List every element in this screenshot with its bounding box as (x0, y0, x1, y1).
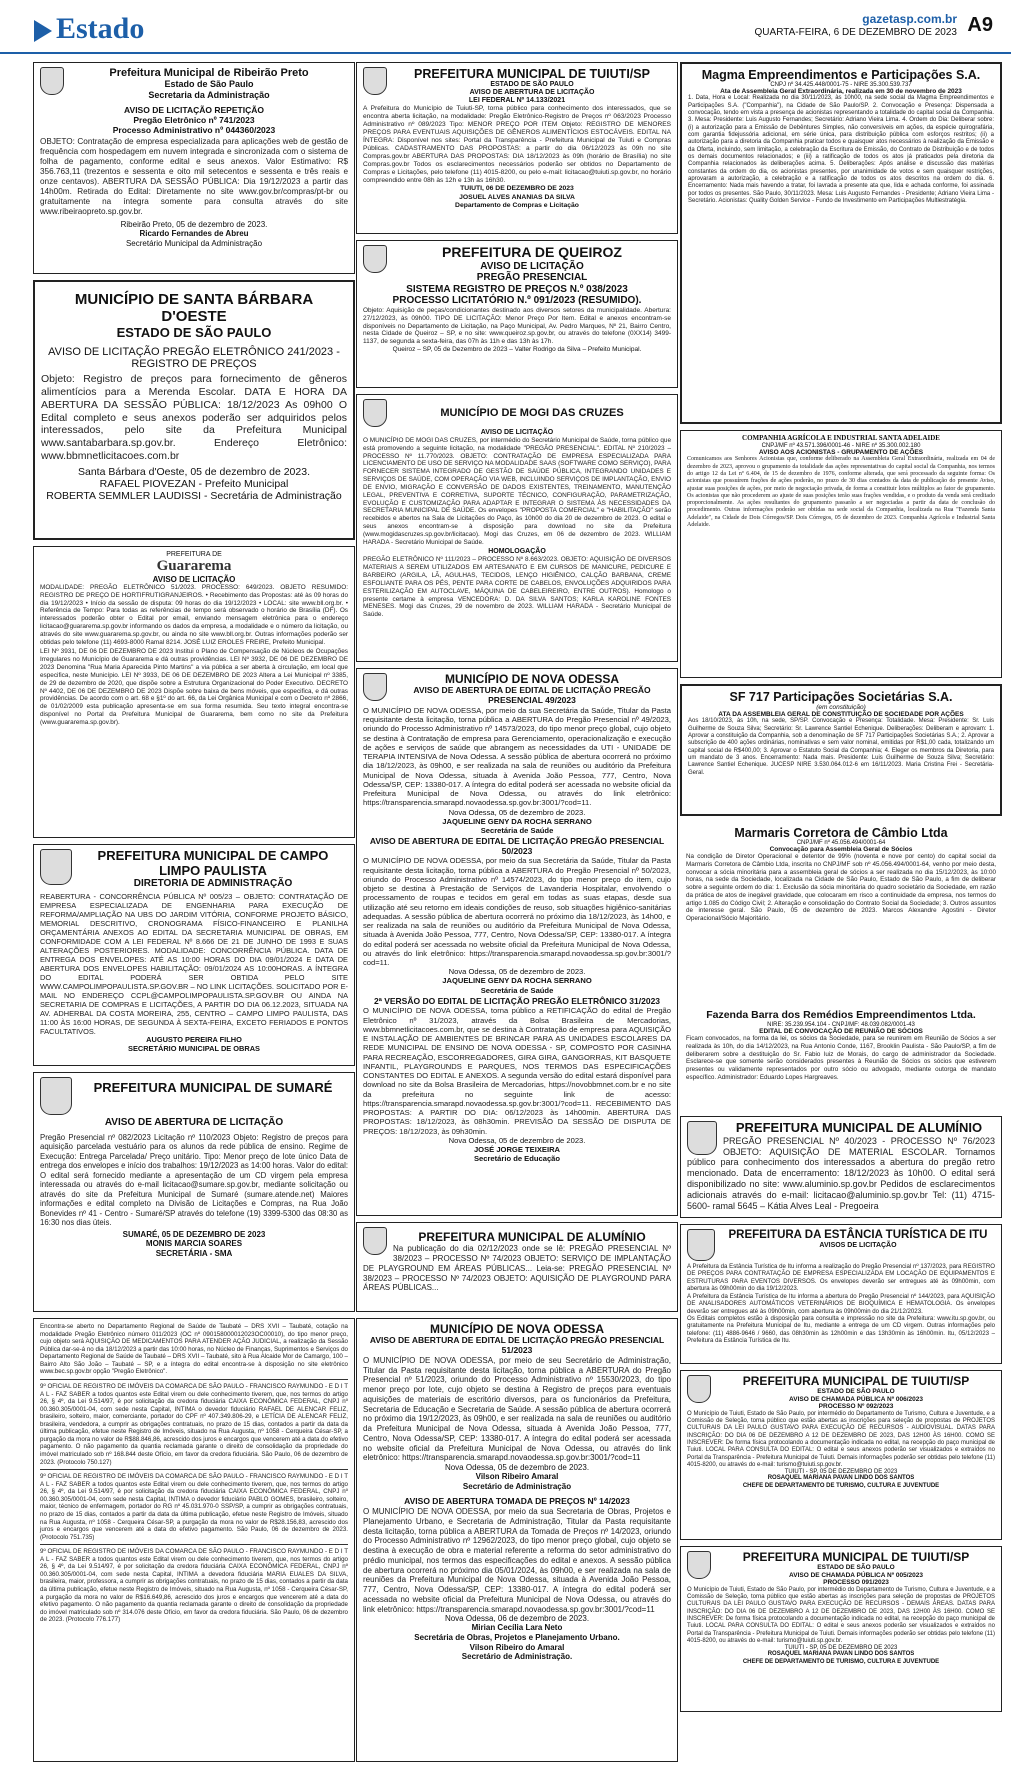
notice-cnpj: CNPJ nº 34.425.448/0001-75 - NIRE 35.300.539.737 (770, 82, 912, 88)
notice-title: Magma Empreendimentos e Participações S.A. (701, 68, 981, 82)
notice-queiroz (356, 240, 678, 388)
page-header (0, 0, 1011, 54)
notice-body: LEI Nº 3931, DE 06 DE DEZEMBRO DE 2023 Institui o Plano de Compensação de Núcleos de Ocupações Irregulares no Município de Guararema e dá outras providências. LEI Nº 3932, DE 06 DE DEZEMBRO DE 2023 Denomina "Rua Maria Aparecida Pinto Martins" a via pública a ser aberta à circulação, em local que especifica, neste Município. LEI Nº 3933, DE 06 DE DEZEMBRO DE 2023 Altera a Lei Municipal nº 3385, de 29 de dezembro de 2020, que dispõe sobre a Estrutura Organizacional do Poder Executivo. DECRETO Nº 4402, DE 06 DE DEZEMBRO DE 2023 Dispõe sobre baixa de bens móveis, que especifica, e dá outras providências. De acordo com o art. 68 e §1º do art. 66, da Lei Orgânica Municipal e com o Decreto nº 2866, de 01/02/2009 esta publicação apresenta-se em sua forma resumida. Seu texto integral encontra-se disponível no Portal da Prefeitura Municipal de Guararema, bem como no site da Prefeitura (www.guararema.sp.gov.br). (40, 648, 348, 726)
notice-role: Secretária de Obras, Projetos e Planejamento Urbano. (414, 1633, 620, 1643)
notice-title: PREFEITURA MUNICIPAL DE TUIUTI/SP (742, 1374, 970, 1388)
notice-subtitle: PROCESSO LICITATÓRIO N.º 091/2023 (RESUMIDO). (392, 295, 642, 307)
notice-signer: ROSAQUEL MARIANA PAVAN LINDO DOS SANTOS (767, 1475, 915, 1482)
header-info (755, 13, 957, 39)
aluminio-crest-icon (363, 1227, 387, 1255)
itu-crest-icon (687, 1229, 715, 1261)
notice-title: MUNICÍPIO DE MOGI DAS CRUZES (440, 407, 624, 419)
mogi-crest-icon (363, 399, 387, 427)
notice-role: Secretário de Administração. (461, 1652, 573, 1662)
notice-heading: AVISO DE LICITAÇÃO (152, 574, 236, 584)
notice-role: SECRETÁRIO MUNICIPAL DE OBRAS (128, 1043, 260, 1053)
notice-date: Ribeirão Preto, 05 de dezembro de 2023. (120, 220, 268, 230)
notice-signer: Queiroz – SP, 05 de Dezembro de 2023 – Valter Rodrigo da Silva – Prefeito Municipal. (392, 346, 642, 354)
notice-magma (680, 62, 1002, 424)
notice-body: O Município de Tuiuti, Estado de São Paulo, por intermédio do Departamento de Turismo, Cultura e Juventude, e a Comissão de Seleção, torna público que estão abertas as inscrições para seleção de propostas de PROJETOS CULTURAIS DA LEI PAULO GUSTAVO PARA EXECUÇÃO DE RECURSOS - DEMAIS ÁREAS. DATAS PARA INSCRIÇÃO: DO DIA 06 DE DEZEMBRO A 12 DE DEZEMBRO DE 2023, DAS 12H00 ÀS 16H00. COMO SE INSCREVER: De forma física protocolando a documentação indicada no edital, na recepção do paço municipal de Tuiuti. LOCAL PARA CONSULTA DO EDITAL: O edital e seus anexos poderão ser visualizados e extraídos no Portal da Transparência - Prefeitura Municipal de Tuiuti. Demais informações poderão ser obtidas pelo telefone (11) 4015-8200, ou através do e-mail: turismo@tuiuti.sp.gov.br. (687, 1586, 995, 1645)
notice-title: Marmaris Corretora de Câmbio Ltda (734, 826, 948, 840)
notice-signer: ROBERTA SEMMLER LAUDISSI - Secretária de Administração (46, 489, 342, 502)
notice-subtitle: ESTADO DE SÃO PAULO (817, 1388, 895, 1396)
notice-heading: EDITAL DE CONVOCAÇÃO DE REUNIÃO DE SÓCIOS (759, 1027, 923, 1035)
guararema-logo: Guararema (156, 558, 232, 574)
notice-subtitle: PREGÃO PRESENCIAL (476, 272, 588, 284)
notice-body: Na condição de Diretor Operacional e detentor de 99% (noventa e nove por cento) do capital social da Marmaris Corretora de Câmbio Ltda, inscrita no CNPJ/MF sob nº 45.056.494/0001-64, venho por meio desta, convocar a sócia minoritária para a assembleia geral de sócios a ser realizada no dia 15/12/2023, às 10:00 horas, na sede da Sociedade, localizada na Cidade de São Paulo, Estado de São Paulo, a fim de deliberar sobre a seguinte ordem do dia: 1. Exclusão da sócia minoritária do quadro societário da Sociedade, em razão da prática de atos de inegável gravidade, que colocaram em risco a continuidade da empresa, nos termos do artigo 1.085 do Código Civil; 2. Alteração e consolidação do Contrato Social da Sociedade; 3. Outros assuntos de interesse geral. São Paulo, 05 de dezembro de 2023. Marcos Alexandre Agostini - Diretor Operacional/Sócio Majoritário. (686, 853, 996, 922)
notice-subtitle: ESTADO DE SÃO PAULO (116, 324, 272, 340)
page-number: A9 (967, 14, 993, 36)
notice-subtitle: AVISO DE CHAMADA PÚBLICA Nº 006/2023 (789, 1395, 923, 1403)
notice-title: Prefeitura Municipal de Ribeirão Preto (109, 67, 309, 79)
notice-heading: AVISO DE ABERTURA DE EDITAL DE LICITAÇÃO PREGÃO PRESENCIAL 49/2023 (413, 685, 651, 706)
ribeirao-crest-icon (40, 67, 64, 95)
notice-title: SF 717 Participações Societárias S.A. (729, 690, 953, 704)
notice-date: Nova Odessa, 05 de dezembro de 2023. (444, 1463, 590, 1473)
divider (40, 1469, 348, 1470)
notice-body: O MUNICÍPIO DE NOVA ODESSA, torna público a RETIFICAÇÃO do edital de Pregão Eletrônico nº 31/2023, através da Bolsa Brasileira de Mercadorias, www.bbmnetlicitacoes.com.br, que se destina à Contratação de empresa para AQUISIÇÃO E INSTALAÇÃO DE AMBIENTES DE BRINCAR PARA AS UNIDADES ESCOLARES DA REDE MUNICIPAL DE ENSINO DE NOVA ODESSA - SP, COMPOSTO POR CASINHA PARA RECREAÇÃO, ESCORREGADORES, GIRA GIRA, GANGORRAS, KIT BASQUETE INFANTIL, PLAYGROUNDS E PARQUES, NOS TERMOS DAS ESPECIFICAÇÕES CONSTANTES DO EDITAL E ANEXOS. A segunda versão do edital estará disponível para download no site da Bolsa Brasileira de Mercadorias, https://novobbmnet.com.br e no site da prefeitura no seguinte link de acesso: https://transparencia.smarapd.novaodessa.sp.gov.br:3001/?cod=11. RECEBIMENTO DAS PROPOSTAS: A PARTIR DO DIA: 06/12/2023 às 14h00min. ABERTURA DAS PROPOSTAS: 18/12/2023, às 08h30min. PREVISÃO DA SESSÃO DE DISPUTA DE PREÇOS: 18/12/2023, às 09h30min. (363, 1006, 671, 1136)
guararema-logo-prefix: PREFEITURA DE (166, 551, 222, 558)
notice-role: Departamento de Compras e Licitação (455, 201, 579, 209)
notice-role: Secretária de Saúde (480, 985, 554, 995)
notice-signer: Ricardo Fernandes de Abreu (139, 229, 249, 239)
notice-tuiuti-3 (680, 1546, 1002, 1712)
notice-role: Secretário de Educação (473, 1154, 561, 1164)
notice-heading: AVISO DE ABERTURA DE EDITAL DE LICITAÇÃO PREGÃO PRESENCIAL 50/2023 (369, 835, 665, 856)
notice-role: SECRETÁRIA - SMA (155, 1248, 233, 1258)
notice-body: Ficam convocados, na forma da lei, os sócios da Sociedade, para se reunirem em Reunião de Sócios a ser realizada às 10h, do dia 14/12/2023, na Rua Antonio Conde, 1167, Brooklin Paulista - São Paulo/SP, a fim de deliberarem sobre a destituição do Sr. Fabio luiz de Morais, do cargo de administrador da Sociedade. Esclarece-se que somente serão considerados presentes à Reunião de Sócios os sócios que estiverem presentes ou validamente representados por outro sócio ou advogado, mediante outorga de mandato específico. Administrador: Eduardo Lopes Hargreaves. (686, 1035, 996, 1081)
notice-cnpj: CNPJ/MF nº 43.571.396/0001-46 - NIRE nº 35.300.002.180 (761, 442, 921, 449)
notice-signer: JOSUEL ALVES ANANIAS DA SILVA (459, 193, 575, 201)
notice-title: PREFEITURA MUNICIPAL DE CAMPO LIMPO PAULISTA (97, 848, 329, 878)
notice-heading: HOMOLOGAÇÃO (488, 548, 546, 556)
divider (40, 1544, 348, 1545)
notice-body: A Prefeitura da Estância Turística de Itu informa a abertura do Pregão Presencial nº 144/2023, para AQUISIÇÃO DE ANALISADORES AUTOMÁTICOS VETERINÁRIOS DE BIOQUÍMICA E HEMATOLOGIA. Os envelopes deverão ser entregues até às 09h00min, com abertura às 09h00min do dia 21/12/2023. (687, 1292, 995, 1315)
notice-itu (680, 1224, 1002, 1364)
notice-title: MUNICÍPIO DE SANTA BÁRBARA D'OESTE (74, 291, 314, 325)
notice-body: Objeto: Registro de preços para fornecimento de gêneros alimentícios para a Merenda Escolar. DATA E HORA DA ABERTURA DA SESSÃO PÚBLICA: 18/12/2023 As 09h00 O Edital completo e seus anexos poderão ser adquiridos pelos interessados, pelo site da Prefeitura Municipal www.santabarbara.sp.gov.br. Endereço Eletrônico: www.bbmnetlicitacoes.com.br (41, 373, 347, 462)
tuiuti-crest-icon (687, 1375, 711, 1403)
notice-body: Objeto: Aquisição de peças/condicionantes destinado aos diversos setores da municipalidade. Abertura: 27/12/2023, às 09h00. TIPO DE LICITAÇÃO: Menor Preço Por Item. Edital e anexos encontram-se disponíveis no Departamento de Licitação, na Paço Municipal, Av. Pedro Marques, Nº 21, Bairro Centro, nesta Cidade de Queiroz – SP, e no site: www.queiroz.sp.gov.br, ou através do telefone (0XX14) 3499-1137, de segunda a sexta-feira, das 07h às 11h e das 13h às 17h. (363, 306, 671, 346)
notice-date: TUIUTI, 06 DE DEZEMBRO DE 2023 (460, 185, 574, 193)
notice-subtitle: ESTADO DE SÃO PAULO (490, 81, 574, 88)
notice-subtitle: Estado de São Paulo (164, 79, 254, 90)
notice-subtitle: AVISO DE CHAMADA PÚBLICA Nº 005/2023 (789, 1571, 923, 1579)
notice-subtitle: Secretaria da Administração (148, 89, 270, 100)
notice-tuiuti-1 (356, 62, 678, 234)
notice-date: Nova Odessa, 05 de dezembro de 2023. (448, 807, 586, 817)
notice-subtitle: SISTEMA REGISTRO DE PREÇOS N.º 038/2023 (406, 283, 628, 295)
notice-body: 9º OFICIAL DE REGISTRO DE IMÓVEIS DA COMARCA DE SÃO PAULO - FRANCISCO RAYMUNDO - E D I T A L - FAZ SABER a todos quantos este Edital virem ou dele conhecimento tiverem, que, nos termos do artigo 26, § 4º, da Lei 9.514/97, é por solicitação da credora fiduciária CAIXA ECONÔMICA FEDERAL, CNPJ nº 00.360.305/0001-04, com sede nesta Capital, INTIMA o devedor fiduciário PABLO GOMES, brasileiro, solteiro, maior, técnico de enfermagem, portador do RG nº 45.031.970-0 SSP/SP, a cumprir as obrigações contratuais, no prazo de 15 dias, contados a partir da data da última publicação, efetue neste Registro de Imóveis, situado na Rua Augusta, nº 1058 - Cerqueira César-SP, a purgação da mora no valor de R$28.156,83, acrescido dos juros e encargos que vencerem até a data do efetivo pagamento. São Paulo, 06 de dezembro de 2023. (Protocolo 751.735) (40, 1473, 348, 1541)
notice-body: Comunicamos aos Senhores Acionistas que, conforme deliberado na Assembleia Geral Extraordinária, realizada em 04 de dezembro de 2023, aprovou o grupamento da totalidade das ações representativas do capital social da Companhia, nos termos do artigo 12 da Lei nº 6.404, de 15 de dezembro de 1976, conforme alterada, que será processado da seguinte forma: Os acionistas que possuírem frações de ações poderão, no prazo de 30 dias contados da data de publicação do presente Aviso, ajustar suas posições de ações, por meio de negociação privada, de forma a constituir lotes múltiplos ao fator de grupamento. Os acionistas que não procederem ao ajuste de suas posições terão suas frações vendidas, e o produto da venda será creditado proporcionalmente. As ações resultantes do grupamento passarão a ser negociadas a partir da data de conclusão do procedimento. Outras informações poderão ser obtidas na sede social da Companhia, localizada na Rua "Fazenda Santa Adelaide", na Cidade de Dois Córregos/SP. Dois Córregos, 05 de dezembro de 2023. Companhia Agrícola e Industrial Santa Adelaide. (687, 456, 995, 529)
notice-role: Secretária de Saúde (480, 825, 554, 835)
notice-subtitle: PROCESSO 091/2023 (823, 1579, 889, 1587)
notice-body: O MUNICÍPIO DE NOVA ODESSA, por meio de seu Secretário de Administração, Titular da Pasta requisitante desta licitação, torna pública a ABERTURA do Pregão Presencial nº 51/2023, oriundo do Processo Administrativo nº 15530/2023, do tipo menor preço por lote, cujo objeto se destina à Registro de preços para eventuais aquisições de materiais de escritório diversos, para os funcionários da Prefeitura, Secretaria de Educação e Secretaria de Saúde. A sessão pública de abertura ocorrerá no próximo dia 19/12/2023, às 09h00, e ser realizada na sala de reuniões ou auditório da Prefeitura Municipal de Nova Odessa, situada à Avenida João Pessoa, 777, Centro, Nova Odessa/SP, CEP: 13380-017. A íntegra do edital poderá ser acessada no website oficial da Prefeitura Municipal de Nova Odessa, ou através do link eletrônico: https://transparencia.smarapd.novaodessa.sp.gov.br:3001/?cod=11 (363, 1355, 671, 1463)
notice-body: O MUNICÍPIO DE NOVA ODESSA, por meio da sua Secretária da Saúde, Titular da Pasta requisitante desta licitação, torna pública a ABERTURA do Pregão Presencial nº 50/2023, oriundo do Processo Administrativo nº 14574/2023, do tipo menor preço do item, cujo objeto se destina à Prestação de Serviços de Lavanderia Hospitalar, envolvendo o processamento de roupas e tecidos em geral em todas as suas etapas, desde sua utilização até seu retorno em ideais condições de reuso, sob situações higiênico-sanitárias adequadas. A sessão pública de abertura ocorrerá no próximo dia 18/12/2023, às 14h00, e ser realizada na sala de reuniões ou auditório da Prefeitura Municipal de Nova Odessa, situada à Avenida João Pessoa, 777, Centro, Nova Odessa/SP, CEP: 13380-017. A íntegra do edital poderá ser acessada no website oficial da Prefeitura Municipal de Nova Odessa, ou através do link eletrônico: https://transparencia.smarapd.novaodessa.sp.gov.br:3001/?cod=11. (363, 856, 671, 968)
notice-heading: AVISO DE LICITAÇÃO REPETIÇÃO (124, 105, 264, 115)
notice-date: TUIUTI - SP, 05 DE DEZEMBRO DE 2023 (784, 1469, 898, 1476)
notice-signer: Vilson Ribeiro do Amaral (469, 1642, 565, 1652)
notice-role: CHEFE DE DEPARTAMENTO DE TURISMO, CULTURA E JUVENTUDE (742, 1658, 940, 1665)
estado-logo (34, 12, 144, 46)
logo-arrow-icon (34, 20, 52, 42)
notice-mogi (356, 394, 678, 662)
notice-signer: RAFAEL PIOVEZAN - Prefeito Municipal (99, 477, 289, 490)
notice-heading: Convocação para Assembleia Geral de Sócios (769, 846, 913, 853)
notice-body: Aos 18/10/2023, às 10h, na sede, SP/SP. Convocação e Presença: Totalidade. Mesa: Presidente: Sr. Luis Guilherme de Souza Silva; Secretário: Sr. Lawrence Santiel Echenique. Deliberações: Deliberam e aprovam: 1. Aprovar a constituição da Companhia, sob a denominação de SF 717 Participações Societárias S.A.; 2. Aprovar a subscrição de 400 ações ordinárias, nominativas e sem valor nominal, emitidas por R$1,00 cada, totalizando um capital social de R$400,00; 3. Aprovar o Estatuto Social da Companhia; 4. Eleger os membros da Diretoria, para um mandato de 3 anos. Encerramento: Nada mais. Presidente: Luis Guilherme de Souza Silva; Secretário: Lawrence Santiel Echenique. JUCESP NIRE 3.530.064.012-6 em 16/11/2023. Maria Cristina Frei - Secretária-Geral. (688, 718, 994, 776)
column-1 (33, 62, 355, 1778)
notice-title: PREFEITURA MUNICIPAL DE TUIUTI/SP (742, 1550, 970, 1564)
notice-title: COMPANHIA AGRÍCOLA E INDUSTRIAL SANTA ADELAIDE (742, 434, 940, 442)
sumare-crest-icon (40, 1077, 72, 1115)
notice-title: Fazenda Barra dos Remédios Empreendimentos Ltda. (706, 1009, 976, 1021)
notice-cnpj: CNPJ/MF nº 45.056.494/0001-64 (796, 840, 886, 846)
notice-subtitle: ESTADO DE SÃO PAULO (817, 1564, 895, 1572)
notice-heading: AVISO DE ABERTURA DE EDITAL DE LICITAÇÃO PREGÃO PRESENCIAL 51/2023 (369, 1335, 665, 1356)
column-2 (356, 62, 678, 1778)
notice-body: Pregão Presencial nº 082/2023 Licitação nº 110/2023 Objeto: Registro de preços para aquisição parcelada vestuário para os alunos da rede pública de ensino. Regime de Execução: Entrega Parcelada/ Preço unitário. Tipo: Menor preço de lote único Data de entrega dos envelopes e início dos trabalhos: 19/12/2023 as 14:00 horas. Valor do edital: O edital será fornecido mediante a apresentação de um CD virgem pela empresa interessada ou através do e-mail licitacao@sumare.sp.gov.br, mediante solicitação ou através do site da Prefeitura Municipal de Sumaré (sumare.atende.net) Maiores informações e edital completo na Divisão de Licitações e Compras, na Rua João Bonevides nº 41 - Centro - Sumaré/SP através do telefone (19) 3399-5300 das 08:30 as 16:30 nos dias úteis. (40, 1132, 348, 1227)
notice-heading: AVISOS DE LICITAÇÃO (819, 1241, 897, 1249)
notice-taubate-registros (33, 1318, 355, 1762)
notice-heading: Ata de Assembleia Geral Extraordinária, realizada em 30 de novembro de 2023 (720, 88, 962, 95)
divider (40, 1379, 348, 1380)
notice-body: O MUNICÍPIO DE MOGI DAS CRUZES, por intermédio do Secretário Municipal de Saúde, torna público que está promovendo a seguinte licitação, na modalidade "PREGÃO PRESENCIAL". EDITAL Nº 210/2023 – PROCESSO Nº 11.770/2023. OBJETO: CONTRATAÇÃO DE EMPRESA ESPECIALIZADA PARA LICENCIAMENTO DE USO DE SERVIÇO NA MODALIDADE SAAS (SOFTWARE COMO SERVIÇO), PARA FORNECER SISTEMA INTEGRADO DE GESTÃO DE SAÚDE PÚBLICA, INTEGRANDO UNIDADES E SERVIÇOS DE SAÚDE, COM OPERAÇÃO VIA WEB, INCLUINDO SERVIÇOS DE IMPLANTAÇÃO, ENVIO DE ENVIO, MIGRAÇÃO E CONVERSÃO DE DADOS EXISTENTES, TREINAMENTO, MANUTENÇÃO LEGAL, PREVENTIVA E CORRETIVA, SUPORTE TÉCNICO, CONFIGURAÇÃO, PARAMETRIZAÇÃO, EVOLUÇÃO E CUSTOMIZAÇÃO PARA ADAPTAR E INTEGRAR O SISTEMA ÀS NECESSIDADES DA SECRETARIA MUNICIPAL DE SAÚDE. Os envelopes "PROPOSTA COMERCIAL" e "HABILITAÇÃO" serão recebidos e abertos na Sala de Licitações do Paço, às 10h00 do dia 20 de dezembro de 2023. O edital e seus anexos encontram-se à disposição para download no site da Prefeitura (www.mogidascruzes.sp.gov.br/licitacao). Mogi das Cruzes, em 06 de dezembro de 2023. WILLIAM HARADA - Secretário Municipal de Saúde. (363, 437, 671, 546)
notice-body: O Município de Tuiuti, Estado de São Paulo, por intermédio do Departamento de Turismo, Cultura e Juventude, e a Comissão de Seleção, torna público que estão abertas as inscrições para seleção de propostas de PROJETOS CULTURAIS DA LEI PAULO GUSTAVO PARA EXECUÇÃO DE RECURSOS - AUDIOVISUAL. DATAS PARA INSCRIÇÃO: DO DIA 06 DE DEZEMBRO A 12 DE DEZEMBRO DE 2023, DAS 12H00 ÀS 16H00. COMO SE INSCREVER: De forma física protocolando a documentação indicada no edital, na recepção do paço municipal de Tuiuti. LOCAL PARA CONSULTA DO EDITAL: O edital e seus anexos poderão ser visualizados e extraídos no Portal da Transparência - Prefeitura Municipal de Tuiuti. Demais informações poderão ser obtidas pelo telefone (11) 4015-8200, ou através do e-mail: turismo@tuiuti.sp.gov.br. (687, 1410, 995, 1469)
notice-body: Na publicação do dia 02/12/2023 onde se lê: PREGÃO PRESENCIAL Nº 38/2023 – PROCESSO Nº 74/2023 OBJETO: SERVIÇO DE IMPLANTAÇÃO DE PLAYGROUND EM ÁREAS PÚBLICAS... Leia-se: PREGÃO PRESENCIAL Nº 38/2023 – PROCESSO Nº 74/2023 OBJETO: AQUISIÇÃO DE PLAYGROUND PARA ÁREAS PÚBLICAS... (363, 1244, 671, 1293)
notice-title: PREFEITURA MUNICIPAL DE ALUMÍNIO (418, 1230, 646, 1244)
notice-title: PREFEITURA MUNICIPAL DE ALUMÍNIO (735, 1120, 983, 1135)
notice-title: PREFEITURA DE QUEIROZ (442, 244, 622, 260)
notice-body: O MUNICÍPIO DE NOVA ODESSA, por meio da sua Secretaria de Obras, Projetos e Planejamento Urbano, e Secretaria de Administração, Titular da Pasta requisitante desta licitação, torna pública a ABERTURA da Tomada de Preços nº 14/2023, oriundo do Processo Administrativo nº 12962/2023, do tipo menor preço global, cujo objeto se destina à execução de obra e material referente a reforma do setor administrativo do prédio municipal, nos termos das especificações do edital e anexos. A sessão pública de abertura ocorrerá no próximo dia 05/01/2024, às 09h00, e ser realizada na sala de reuniões da Prefeitura Municipal de Nova Odessa, situada à Avenida João Pessoa, 777, Centro, Nova Odessa/SP, CEP: 13380-017. A íntegra do edital poderá ser acessada no website oficial da Prefeitura Municipal de Nova Odessa, ou através do link eletrônico: https://transparencia.smarapd.novaodessa.sp.gov.br:3001/?cod=11 (363, 1507, 671, 1614)
notice-date: TUIUTI - SP, 05 DE DEZEMBRO DE 2023 (784, 1645, 898, 1652)
notice-tuiuti-2 (680, 1370, 1002, 1540)
notice-body: 9º OFICIAL DE REGISTRO DE IMÓVEIS DA COMARCA DE SÃO PAULO - FRANCISCO RAYMUNDO - E D I T A L - FAZ SABER a todos quantos este Edital virem ou dele conhecimento tiverem, que, nos termos do artigo 26, § 4º, da Lei 9.514/97, é por solicitação da credora fiduciária CAIXA ECONÔMICA FEDERAL, CNPJ nº 00.360.305/0001-04, com sede nesta Capital, INTIMA o devedor fiduciário RAFAEL DE ALENCAR FELIZ, brasileiro, solteiro, maior, comerciante, portador do CPF nº 407.349.806-29, e LETÍCIA DE ALENCAR FELIZ, brasileira, vendedora, a cumprir as obrigações contratuais, no prazo de 15 dias, contados a partir da data da última publicação, efetue neste Registro de Imóveis, situado na Rua Augusta, nº 1058 - Cerqueira César-SP, a purgação da mora no valor de R$88.846,86, acrescido dos juros e encargos que vencerem até a data do efetivo pagamento. O não pagamento da quantia reclamada garante o direito de consolidação da propriedade do imóvel matriculado sob nº 168.844 deste Ofício, em favor da credora fiduciária. São Paulo, 06 de dezembro de 2023. (Protocolo 750.127) (40, 1382, 348, 1466)
notice-sumare (33, 1072, 355, 1312)
notice-title: MUNICÍPIO DE NOVA ODESSA (444, 672, 620, 686)
notice-body: O MUNICÍPIO DE NOVA ODESSA, por meio da sua Secretária da Saúde, Titular da Pasta requisitante desta licitação, torna pública a ABERTURA do Pregão Presencial nº 49/2023, oriundo do Processo Administrativo nº 14573/2023, do tipo menor preço global, cujo objeto se destina à Contratação de empresa para Gerenciamento, operacionalização e execução de ações e serviços de saúde que abrangem as necessidades da UTI - UNIDADE DE TERAPIA INTENSIVA de Nova Odessa. A sessão pública de abertura ocorrerá no próximo dia 18/12/2023, às 09h00, e ser realizada na sala de reuniões ou auditório da Prefeitura Municipal de Nova Odessa, situada à Avenida João Pessoa, 777, Centro, Nova Odessa/SP, CEP: 13380-017. A íntegra do edital poderá ser acessada no website oficial da Prefeitura Municipal de Nova Odessa, ou através do link eletrônico: https://transparencia.smarapd.novaodessa.sp.gov.br:3001/?cod=11. (363, 705, 671, 808)
notice-date: Nova Odessa, 06 de dezembro de 2023. (444, 1614, 590, 1624)
notice-ribeirao (33, 62, 355, 274)
notice-aluminio-1 (356, 1222, 678, 1312)
notice-heading: Processo Administrativo nº 044360/2023 (112, 124, 276, 135)
notice-heading: AVISO DE LICITAÇÃO PREGÃO ELETRÔNICO 241/2023 - REGISTRO DE PREÇOS (48, 346, 340, 371)
notice-aluminio-2 (680, 1116, 1002, 1218)
notice-cnpj: NIRE: 35.239.954.104 - CNPJ/MF: 48.039.082/0001-43 (767, 1021, 915, 1028)
notice-signer: MONIS MARCIA SOARES (145, 1239, 243, 1249)
notice-heading: AVISO DE LICITAÇÃO (480, 429, 554, 436)
notice-heading: Pregão Eletrônico nº 741/2023 (133, 114, 255, 125)
tuiuti-crest-icon (687, 1551, 711, 1579)
notice-body: REABERTURA - CONCORRÊNCIA PÚBLICA Nº 005/23 – OBJETO: CONTRATAÇÃO DE EMPRESA ESPECIALIZADA DE ENGENHARIA PARA EXECUÇÃO DE REFORMA/AMPLIAÇÃO NA UBS DO JARDIM VITÓRIA, CONFORME PROJETO BÁSICO, MEMORIAL DESCRITIVO, CRONOGRAMA FÍSICO-FINANCEIRO E PLANILHA ORÇAMENTÁRIA ANEXOS AO EDITAL DA SECRETARIA MUNICIPAL DE OBRAS, EM CONFORMIDADE COM A LEI FEDERAL Nº 8.666 DE 21 DE JUNHO DE 1993 E SUAS ALTERAÇÕES POSTERIORES. MODALIDADE: CONCORRÊNCIA PÚBLICA. DATA DE ENTREGA DOS ENVELOPES: ATÉ AS 10:00 HORAS DO DIA 09/01/2024 E DATA DE ABERTURA DOS ENVELOPES HABILITAÇÃO: 09/01/2024 AS 10:00HORAS. A ÍNTEGRA DO EDITAL PODERÁ SER OBTIDA PELO SITE WWW.CAMPOLIMPOPAULISTA.SP.GOV.BR – NO LINK LICITAÇÕES. SOLICITADO POR E-MAIL NO ENDEREÇO CCPL@CAMPOLIMPOPAULISTA.SP.GOV.BR OU AINDA NA SECRETARIA DE COMPRAS E LICITAÇÕES, A PARTIR DO DIA 06.12.2023, SITUADA NA AV. ADHERBAL DA COSTA MOREIRA, 255, CENTRO – CAMPO LIMPO PAULISTA, DAS 11:00 ÀS 16:00 HORAS, DE SEGUNDA À SEXTA-FEIRA, EXCETO FERIADOS E PONTOS FACULTATIVOS. (40, 891, 348, 1037)
notice-heading: AVISO AOS ACIONISTAS - GRUPAMENTO DE AÇÕES (758, 448, 924, 456)
notice-santa-barbara (33, 280, 355, 540)
notice-heading: AVISO DE ABERTURA TOMADA DE PREÇOS Nº 14/2023 (404, 1496, 630, 1507)
edition-date: QUARTA-FEIRA, 6 DE DEZEMBRO DE 2023 (754, 27, 957, 38)
notice-role: Secretário Municipal da Administração (125, 238, 263, 248)
queiroz-crest-icon (363, 245, 387, 273)
notice-signer: AUGUSTO PEREIRA FILHO (146, 1035, 242, 1045)
notice-date: Santa Bárbara d'Oeste, 05 de dezembro de 2023. (78, 465, 310, 478)
notice-sf717 (680, 684, 1002, 816)
notice-body: PREGÃO ELETRÔNICO Nº 111/2023 – PROCESSO Nº 8.663/2023. OBJETO: AQUISIÇÃO DE DIVERSOS MATERIAIS A SEREM UTILIZADOS EM ARTESANATO E EM CURSOS DE MANICURE, PEDICURE E BARBEIRO (ARGILA, LÃ, AGULHAS, TECIDOS, LENÇO HIGIÊNICO, CALÇÃO BARBANA, CREME ESFOLIANTE PARA OS PÉS, PENTE PARA CORTE DE CABELOS, ENVOLUÇÕES ADQUIRIDOS PARA ESTERILIZAÇÃO EM AUTOCLAVE, MÁQUINA DE CABELEIREIRO, ENTRE OUTROS). Homologo o presente certame à empresa VENCEDORA: D. DA SILVA SANTOS; KARLA KAROLINE FONTES MENESES. Mogi das Cruzes, 29 de novembro de 2023. WILLIAM HARADA - Secretário Municipal de Saúde. (363, 556, 671, 619)
notice-body: Encontra-se aberto no Departamento Regional de Saúde de Taubaté – DRS XVII – Taubaté, cotação na modalidade Pregão Eletrônico número 011/2023 (OC nº 090158000012023OC00010), do tipo menor preço, cujo objeto será AQUISIÇÃO DE MEDICAMENTOS PARA ATENDER AÇÃO JUDICIAL, a realização da Sessão Pública dar-se-á no dia 18/12/2023 a partir das 10:00 horas, no Núcleo de Finanças, Suprimentos e Serviços do Departamento Regional de Saúde de Taubaté – DRS XVII – Taubaté, sito à Rua Alcaide Mor de Camargo, 100 – Bairro Alto São João – Taubaté – SP, e a íntegra do edital encontra-se à disposição no site eletrônico www.bec.sp.gov.br opção "Pregão Eletrônico". (40, 1323, 348, 1376)
notice-date: Nova Odessa, 05 de dezembro de 2023. (448, 967, 586, 977)
notice-nova-odessa-1 (356, 668, 678, 1216)
notice-body: PREGÃO PRESENCIAL Nº 40/2023 - PROCESSO Nº 76/2023 OBJETO: AQUISIÇÃO DE MATERIAL ESCOLAR. Tornamos público para conhecimento dos interessados a abertura do pregão retro mencionado. Data de encerramento: 18/12/2023 às 10h00. O edital será disponibilizado no site: www.aluminio.sp.gov.br Pedidos de esclarecimentos adicionais através do e-mail: licitacao@aluminio.sp.gov.br Tel: (11) 4715-5600- ramal 5645 – Kátia Alves Leal - Pregoeira (687, 1135, 995, 1212)
notice-title: MUNICÍPIO DE NOVA ODESSA (429, 1322, 605, 1336)
notice-nova-odessa-2 (356, 1318, 678, 1762)
site-url[interactable]: gazetasp.com.br (862, 12, 957, 26)
notice-campo-limpo (33, 844, 355, 1066)
notice-title: PREFEITURA MUNICIPAL DE SUMARÉ (93, 1080, 333, 1095)
notice-body: A Prefeitura do Município de Tuiuti-SP, torna público para conhecimento dos interessados, que se encontra aberta licitação, na modalidade: Pregão Eletrônico-Registro de Preços nº 063/2023 Processo Administrativo nº 089/2023 Tipo: MENOR PREÇO POR ITEM Objeto: REGISTRO DE MENORES PREÇOS PARA EVENTUAIS AQUISIÇÕES DE GÊNEROS ALIMENTÍCIOS ESTOCÁVEIS. EDITAL NA ÍNTEGRA: Disponível nos sites: Portal da Transparência - Prefeitura Municipal de Tuiuti e Compras Públicas. CADASTRAMENTO DAS PROPOSTAS: a partir do dia 06/12/2023 às 09h no site Compras.gov.br ABERTURA DAS PROPOSTAS: DIA 18/12/2023 às 09h (horário de Brasília) no site Compras.gov.br Todos os esclarecimentos necessários poderão ser obtidos no Departamento de Compras e Licitações, pelo telefone (11) 4015-8200, ou pelo e-mail: licitacao@tuiuti.sp.gov.br, no horário compreendido entre 08h às 12h e 13h às 16h30. (363, 105, 671, 185)
notice-body: 9º OFICIAL DE REGISTRO DE IMÓVEIS DA COMARCA DE SÃO PAULO - FRANCISCO RAYMUNDO - E D I T A L - FAZ SABER a todos quantos este Edital virem ou dele conhecimento tiverem, que, nos termos do artigo 26, § 4º, da Lei 9.514/97, é por solicitação da credora fiduciária CAIXA ECONÔMICA FEDERAL, CNPJ nº 00.360.305/0001-04, com sede nesta Capital, INTIMA a devedora fiduciária MARIA EUALES DA SILVA, brasileira, maior, professora, a cumprir as obrigações contratuais, no prazo de 15 dias, contados a partir da data da última publicação, efetue neste Registro de Imóveis, situado na Rua Augusta, nº 1058 - Cerqueira César-SP, a purgação da mora no valor de R$16.649,86, acrescido dos juros e encargos que vencerem até a data do efetivo pagamento. O não pagamento da quantia reclamada garante o direito de consolidação da propriedade do imóvel matriculado sob nº 314.076 deste Ofício, em favor da credora fiduciária. São Paulo, 06 de dezembro de 2023. (Protocolo 776.177) (40, 1548, 348, 1624)
nova-odessa-crest-icon (363, 673, 387, 701)
notice-signer: ROSAQUEL MARIANA PAVAN LINDO DOS SANTOS (767, 1651, 915, 1658)
notice-santa-adelaide (680, 430, 1002, 678)
notice-body: OBJETO: Contratação de empresa especializada para aplicações web de gestão de frequência com hospedagem em nuvem integrada e sincronizada com o sistema de folha de pagamento, conforme edital e seus anexos. Valor Estimativo: R$ 356.763,11 (trezentos e sessenta e oito mil setecentos e sessenta e três reais e onze centavos). ABERTURA DA SESSÃO PÚBLICA: Dia 19/12/2023 a partir das 14h00m. Retirada do Edital: Diretamente no site www.gov.br/compras/pt-br ou gratuitamente na íntegra somente para consulta através do site www.ribeiraopreto.sp.gov.br. (40, 137, 348, 217)
notice-heading: ATA DA ASSEMBLEIA GERAL DE CONSTITUIÇÃO DE SOCIEDADE POR AÇÕES (718, 711, 964, 718)
notice-role: CHEFE DE DEPARTAMENTO DE TURISMO, CULTURA E JUVENTUDE (742, 1482, 940, 1489)
notice-role: Secretário de Administração (462, 1481, 572, 1491)
notice-signer: Vilson Ribeiro Amaral (475, 1472, 559, 1482)
aluminio-crest-icon (687, 1121, 717, 1155)
notice-date: SUMARÉ, 05 DE DEZEMBRO DE 2023 (122, 1229, 266, 1239)
notice-marmaris (680, 822, 1002, 1000)
notice-title: PREFEITURA DA ESTÂNCIA TURÍSTICA DE ITU (728, 1229, 988, 1241)
notice-body: A Prefeitura da Estância Turística de Itu informa a realização do Pregão Presencial nº 137/2023, para REGISTRO DE PREÇOS PARA CONTRATAÇÃO DE EMPRESA ESPECIALIZADA EM LOCAÇÃO DE EQUIPAMENTOS E ESTRUTURAS PARA EVENTOS DIVERSOS. Os envelopes deverão ser entregues até às 09h00min, com abertura às 09h00min do dia 19/12/2023. (687, 1263, 995, 1293)
notice-subtitle: AVISO DE LICITAÇÃO (480, 260, 584, 272)
notice-date: Nova Odessa, 05 de dezembro de 2023. (448, 1135, 586, 1145)
notice-subtitle: LEI FEDERAL Nº 14.133/2021 (468, 97, 566, 105)
notice-heading: AVISO DE ABERTURA DE LICITAÇÃO (104, 1117, 284, 1128)
notice-body: MODALIDADE: PREGÃO ELETRÔNICO 51/2023. PROCESSO: 649/2023. OBJETO RESUMIDO: REGISTRO DE PREÇO DE HORTIFRUTIGRANJEIROS. • Recebimento das Propostas: até às 09 horas do dia 19/12/2023 • Início da sessão de disputa: 09 horas do dia 19/12/2023 • LOCAL: site www.bll.org.br. • Referência de Tempo: Para todas as referências de tempo será observado o horário de Brasília (DF). Os interessados poderão obter o Edital por email, enviando mensagem eletrônica para o endereço licitacao@guararema.sp.gov.br informando os dados da empresa, a modalidade e o número da licitação, ou através do site www.guararema.sp.gov.br, ou ainda no site www.bll.org.br. Outras informações poderão ser obtidas pelo telefone (11) 4693-8000 Ramal 8214. JOSÉ LUIZ EROLES FREIRE, Prefeito Municipal. (40, 583, 348, 646)
logo-text: Estado (56, 12, 145, 45)
notice-signer: Mirian Cecília Lara Neto (471, 1623, 563, 1633)
notice-heading: 2ª VERSÃO DO EDITAL DE LICITAÇÃO PREGÃO ELETRÔNICO 31/2023 (373, 995, 661, 1006)
notice-signer: JOSÉ JORGE TEIXEIRA (473, 1144, 561, 1154)
notice-subtitle: (em constituição) (816, 704, 866, 711)
notice-fazenda (680, 1006, 1002, 1110)
campo-limpo-crest-icon (40, 849, 72, 885)
tuiuti-crest-icon (363, 67, 387, 95)
notice-subtitle: PROCESSO Nº 092/2023 (818, 1403, 894, 1411)
notice-title: PREFEITURA MUNICIPAL DE TUIUTI/SP (414, 67, 650, 81)
notice-body: Os Editais completos estão à disposição para consulta e impressão no site da Prefeitura: www.itu.sp.gov.br, ou gratuitamente na Prefeitura Municipal de Itu, mediante a entrega de um CD virgem. Outras informações pelo telefone: (11) 4886-9646 / 9660, das 08h30min às 12h00min e das 13h30min às 16h00min. Itu, 05/12/2023 – Prefeitura da Estância Turística de Itu. (687, 1314, 995, 1345)
notice-guararema (33, 546, 355, 838)
notice-signer: JAQUELINE GENY DA ROCHA SERRANO (442, 976, 592, 986)
column-3 (680, 62, 1002, 1778)
notice-signer: JAQUELINE GENY DA ROCHA SERRANO (442, 816, 592, 826)
notice-subtitle: DIRETORIA DE ADMINISTRAÇÃO (133, 878, 293, 890)
notice-body: 1. Data, Hora e Local: Realizada no dia 30/11/2023, às 10h00, na sede social da Magma Empreendimentos e Participações S.A. ("Companhia"), na Cidade de São Paulo/SP. 2. Convocação e Presença: Dispensada a convocação, tendo em vista a presença de acionistas representando a totalidade do capital social da Companhia. 3. Mesa: Presidente: Luis Augusto Fernandes; Secretário: Adriano Vieira Lima. 4. Ordem do Dia: Deliberar sobre: (i) a autorização para a Emissão de Debêntures Simples, não conversíveis em ações, da espécie quirografária, com garantia fidejussória adicional, em série única, para distribuição pública com esforços restritos; (ii) a autorização para a diretoria da Companhia praticar todos e quaisquer atos necessários à realização da Emissão e da Oferta, incluindo, sem limitação, a celebração da Escritura de Emissão, do Contrato de Distribuição e de todos os demais documentos relacionados; e (iii) a ratificação de todos os atos já praticados pela diretoria da Companhia relacionados às deliberações acima. 5. Deliberações: Após análise e discussão das matérias constantes da ordem do dia, os acionistas presentes, por unanimidade de votos e sem quaisquer restrições, aprovaram a autorização, a celebração e a ratificação de todos os atos descritos na ordem do dia. 6. Encerramento: Nada mais havendo a tratar, foi lavrada a presente ata que, lida e achada conforme, foi assinada por todos os presentes. São Paulo, 30/11/2023. Mesa: Luis Augusto Fernandes - Presidente; Adriano Vieira Lima - Secretário. Acionistas: Quality Golden Service - Fundo de Investimento em Participações Multiestratégia. (688, 95, 994, 204)
notice-subtitle: AVISO DE ABERTURA DE LICITAÇÃO (469, 89, 595, 97)
